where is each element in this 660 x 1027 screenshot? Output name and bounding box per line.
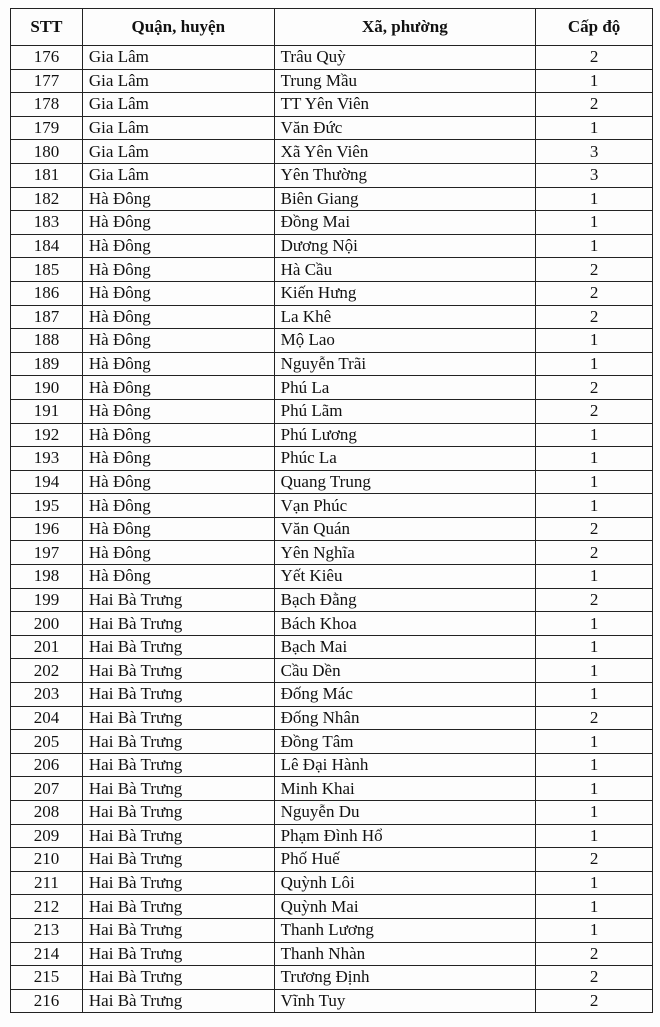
row-level: 2 [536,588,653,612]
table-row [11,895,653,919]
row-district: Hà Đông [82,281,274,305]
row-level: 2 [536,399,653,423]
row-ward: Nguyễn Du [274,801,536,825]
table-row [11,565,653,589]
row-ward: Trung Mầu [274,69,536,93]
row-stt: 182 [11,187,83,211]
row-district: Hai Bà Trưng [82,918,274,942]
row-ward: Phú Lãm [274,399,536,423]
row-district: Hà Đông [82,187,274,211]
row-ward: Phạm Đình Hổ [274,824,536,848]
row-district: Hai Bà Trưng [82,942,274,966]
row-district: Hà Đông [82,470,274,494]
row-ward: Cầu Dền [274,659,536,683]
row-stt: 183 [11,211,83,235]
table-row [11,399,653,423]
row-level: 1 [536,423,653,447]
table-row [11,635,653,659]
header-ward: Xã, phường [274,9,536,46]
row-level: 2 [536,989,653,1013]
table-row [11,918,653,942]
table-row [11,116,653,140]
row-district: Hà Đông [82,399,274,423]
row-district: Hai Bà Trưng [82,588,274,612]
table-row [11,777,653,801]
row-stt: 191 [11,399,83,423]
row-stt: 176 [11,46,83,70]
table-row [11,824,653,848]
row-level: 1 [536,895,653,919]
row-stt: 213 [11,918,83,942]
table-row [11,211,653,235]
row-level: 3 [536,140,653,164]
row-ward: Xã Yên Viên [274,140,536,164]
row-level: 1 [536,187,653,211]
row-level: 1 [536,871,653,895]
row-level: 1 [536,730,653,754]
row-district: Hai Bà Trưng [82,777,274,801]
row-stt: 198 [11,565,83,589]
table-row [11,730,653,754]
row-stt: 216 [11,989,83,1013]
table-row [11,659,653,683]
row-stt: 196 [11,517,83,541]
row-ward: Yết Kiêu [274,565,536,589]
row-district: Gia Lâm [82,46,274,70]
row-district: Hà Đông [82,234,274,258]
table-row [11,753,653,777]
row-level: 2 [536,93,653,117]
row-ward: Bạch Đằng [274,588,536,612]
table-row [11,942,653,966]
row-ward: Đồng Tâm [274,730,536,754]
ward-level-table [10,8,653,1013]
row-stt: 214 [11,942,83,966]
row-stt: 201 [11,635,83,659]
row-stt: 185 [11,258,83,282]
row-stt: 187 [11,305,83,329]
table-row [11,140,653,164]
row-district: Hai Bà Trưng [82,895,274,919]
table-row [11,683,653,707]
row-ward: TT Yên Viên [274,93,536,117]
row-district: Hà Đông [82,258,274,282]
row-ward: Minh Khai [274,777,536,801]
row-stt: 211 [11,871,83,895]
row-level: 2 [536,541,653,565]
row-level: 1 [536,116,653,140]
row-stt: 195 [11,494,83,518]
row-level: 2 [536,305,653,329]
row-stt: 212 [11,895,83,919]
row-ward: Phố Huế [274,848,536,872]
table-row [11,801,653,825]
row-stt: 188 [11,329,83,353]
row-level: 1 [536,753,653,777]
row-level: 2 [536,376,653,400]
row-level: 1 [536,777,653,801]
row-level: 1 [536,470,653,494]
row-stt: 208 [11,801,83,825]
row-level: 1 [536,329,653,353]
row-district: Hai Bà Trưng [82,989,274,1013]
row-level: 1 [536,494,653,518]
row-ward: Quang Trung [274,470,536,494]
row-stt: 215 [11,966,83,990]
row-district: Hà Đông [82,423,274,447]
table-row [11,423,653,447]
row-district: Hà Đông [82,376,274,400]
row-stt: 197 [11,541,83,565]
row-ward: Quỳnh Mai [274,895,536,919]
row-level: 1 [536,635,653,659]
row-district: Hai Bà Trưng [82,871,274,895]
row-ward: Vạn Phúc [274,494,536,518]
table-header-row [11,9,653,46]
row-stt: 192 [11,423,83,447]
row-stt: 203 [11,683,83,707]
row-ward: Thanh Lương [274,918,536,942]
row-district: Hai Bà Trưng [82,966,274,990]
table-row [11,541,653,565]
row-district: Hai Bà Trưng [82,753,274,777]
table-row [11,706,653,730]
row-district: Hà Đông [82,517,274,541]
row-level: 1 [536,211,653,235]
row-level: 1 [536,824,653,848]
row-level: 2 [536,517,653,541]
row-ward: Đống Mác [274,683,536,707]
table-row [11,848,653,872]
row-ward: Đống Nhân [274,706,536,730]
table-row [11,966,653,990]
header-district: Quận, huyện [82,9,274,46]
table-row [11,352,653,376]
row-district: Hà Đông [82,494,274,518]
row-ward: Văn Quán [274,517,536,541]
row-ward: Nguyễn Trãi [274,352,536,376]
row-ward: Mộ Lao [274,329,536,353]
row-level: 2 [536,706,653,730]
table-row [11,517,653,541]
row-ward: Yên Nghĩa [274,541,536,565]
table-row [11,46,653,70]
row-stt: 200 [11,612,83,636]
table-row [11,258,653,282]
table-row [11,69,653,93]
row-stt: 202 [11,659,83,683]
row-district: Hai Bà Trưng [82,848,274,872]
row-level: 2 [536,46,653,70]
row-stt: 179 [11,116,83,140]
row-district: Gia Lâm [82,163,274,187]
row-level: 1 [536,69,653,93]
table-row [11,376,653,400]
row-stt: 184 [11,234,83,258]
table-row [11,163,653,187]
row-stt: 186 [11,281,83,305]
row-level: 2 [536,966,653,990]
table-row [11,234,653,258]
row-ward: Đồng Mai [274,211,536,235]
row-level: 1 [536,612,653,636]
row-ward: Lê Đại Hành [274,753,536,777]
row-district: Hai Bà Trưng [82,801,274,825]
row-stt: 205 [11,730,83,754]
row-ward: Bách Khoa [274,612,536,636]
row-district: Hai Bà Trưng [82,824,274,848]
row-ward: Vĩnh Tuy [274,989,536,1013]
row-ward: Phú La [274,376,536,400]
row-stt: 189 [11,352,83,376]
table-row [11,329,653,353]
row-district: Hà Đông [82,541,274,565]
row-ward: Hà Cầu [274,258,536,282]
row-level: 1 [536,918,653,942]
row-district: Hai Bà Trưng [82,706,274,730]
row-level: 2 [536,848,653,872]
row-ward: Biên Giang [274,187,536,211]
row-ward: Trâu Quỳ [274,46,536,70]
row-district: Hai Bà Trưng [82,683,274,707]
row-ward: La Khê [274,305,536,329]
row-ward: Yên Thường [274,163,536,187]
table-row [11,494,653,518]
table-row [11,281,653,305]
row-district: Gia Lâm [82,140,274,164]
row-level: 1 [536,683,653,707]
row-stt: 210 [11,848,83,872]
row-ward: Bạch Mai [274,635,536,659]
row-ward: Trương Định [274,966,536,990]
row-ward: Phú Lương [274,423,536,447]
row-district: Hà Đông [82,305,274,329]
row-district: Gia Lâm [82,116,274,140]
row-level: 1 [536,565,653,589]
row-ward: Kiến Hưng [274,281,536,305]
table-row [11,305,653,329]
header-stt: STT [11,9,83,46]
row-ward: Phúc La [274,447,536,471]
row-district: Hà Đông [82,447,274,471]
row-ward: Dương Nội [274,234,536,258]
row-stt: 204 [11,706,83,730]
table-row [11,871,653,895]
row-stt: 194 [11,470,83,494]
row-stt: 177 [11,69,83,93]
row-district: Hai Bà Trưng [82,612,274,636]
row-level: 1 [536,234,653,258]
row-ward: Quỳnh Lôi [274,871,536,895]
row-stt: 207 [11,777,83,801]
row-district: Hai Bà Trưng [82,659,274,683]
row-district: Gia Lâm [82,93,274,117]
table-row [11,187,653,211]
row-district: Hà Đông [82,211,274,235]
row-level: 2 [536,258,653,282]
row-ward: Thanh Nhàn [274,942,536,966]
row-stt: 206 [11,753,83,777]
row-stt: 180 [11,140,83,164]
row-stt: 178 [11,93,83,117]
row-stt: 209 [11,824,83,848]
row-district: Hà Đông [82,352,274,376]
table-row [11,447,653,471]
row-district: Hai Bà Trưng [82,635,274,659]
row-stt: 193 [11,447,83,471]
row-district: Hai Bà Trưng [82,730,274,754]
row-district: Hà Đông [82,565,274,589]
header-level: Cấp độ [536,9,653,46]
row-level: 1 [536,659,653,683]
row-stt: 199 [11,588,83,612]
row-level: 1 [536,447,653,471]
row-stt: 181 [11,163,83,187]
row-level: 1 [536,801,653,825]
table-row [11,470,653,494]
table-row [11,93,653,117]
row-level: 1 [536,352,653,376]
table-row [11,612,653,636]
row-level: 3 [536,163,653,187]
row-level: 2 [536,281,653,305]
table-row [11,588,653,612]
row-level: 2 [536,942,653,966]
row-stt: 190 [11,376,83,400]
table-row [11,989,653,1013]
row-district: Hà Đông [82,329,274,353]
row-ward: Văn Đức [274,116,536,140]
row-district: Gia Lâm [82,69,274,93]
